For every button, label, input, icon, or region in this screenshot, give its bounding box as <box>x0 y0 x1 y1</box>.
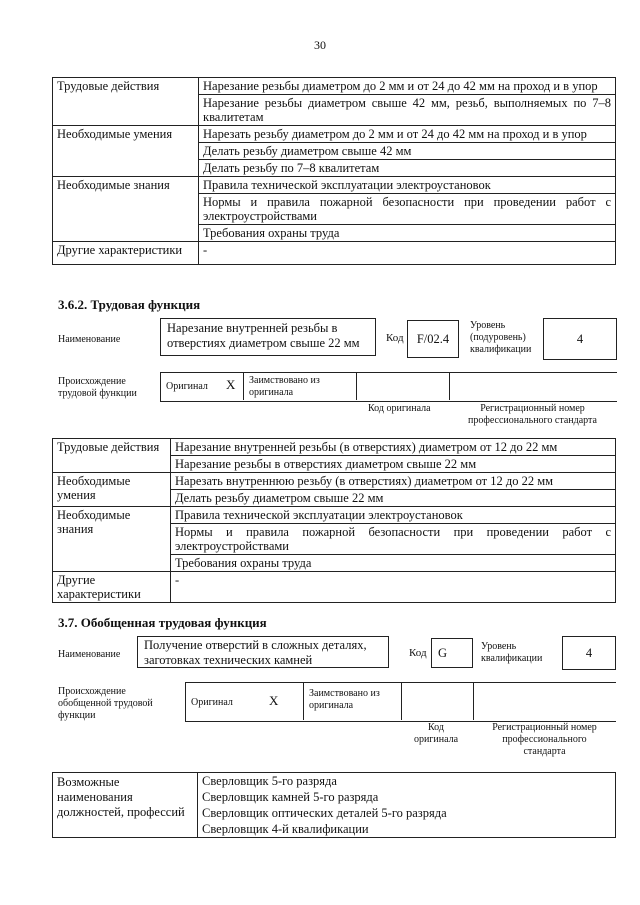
table-cell: - <box>171 572 616 603</box>
original-mark: X <box>226 377 236 392</box>
divider <box>473 682 474 720</box>
function-name-box <box>160 318 376 356</box>
table-cell: Нарезать резьбу диаметром до 2 мм и от 24 до 42 мм на проход и в упор <box>199 126 616 143</box>
page-number: 30 <box>314 38 326 52</box>
code-box <box>407 320 459 358</box>
row-label: Трудовые действия <box>53 78 199 126</box>
table-cell: Нарезание резьбы в отверстиях диаметром свыше 22 мм <box>171 456 616 473</box>
original-label: Оригинал <box>191 697 233 708</box>
borrowed-label: Заимствовано из оригинала <box>249 375 320 398</box>
table-cell: Нарезать внутреннюю резьбу (в отверстиях) диаметром от 12 до 22 мм <box>171 473 616 490</box>
table-cell: Нарезание резьбы диаметром до 2 мм и от 24 до 42 мм на проход и в упор <box>199 78 616 95</box>
table-cell: Требования охраны труда <box>171 555 616 572</box>
code-original-caption: Код оригинала <box>413 722 459 745</box>
table-cell: Делать резьбу диаметром свыше 42 мм <box>199 143 616 160</box>
level-value: 4 <box>585 645 593 660</box>
row-label: Другие характеристики <box>53 242 199 265</box>
row-label: Необходимые знания <box>53 177 199 242</box>
row-label: Другие характеристики <box>53 572 171 603</box>
original-label: Оригинал <box>166 381 208 392</box>
table-cell: Сверловщик камней 5-го разряда <box>198 789 616 805</box>
table-cell: Правила технической эксплуатации электроустановок <box>199 177 616 194</box>
table-cell: Правила технической эксплуатации электроустановок <box>171 507 616 524</box>
row-label: Необходимые знания <box>53 507 171 572</box>
row-label: Необходимые умения <box>53 126 199 177</box>
row-label: Необходимые умения <box>53 473 171 507</box>
level-value: 4 <box>576 331 584 346</box>
level-label: Уровень (подуровень) квалификации <box>470 320 532 355</box>
borrowed-label: Заимствовано из оригинала <box>309 688 380 711</box>
table-cell: Сверловщик 5-го разряда <box>198 773 616 790</box>
divider <box>243 372 244 400</box>
table-cell: Требования охраны труда <box>199 225 616 242</box>
level-label: Уровень квалификации <box>481 641 543 664</box>
code-label: Код <box>409 647 427 659</box>
reg-number-caption: Регистрационный номер профессионального стандарта <box>492 722 597 757</box>
code-value: F/02.4 <box>416 331 450 346</box>
table-cell: Сверловщик 4-й квалификации <box>198 821 616 838</box>
section-heading-37: 3.7. Обобщенная трудовая функция <box>58 615 267 630</box>
name-label: Наименование <box>58 649 121 660</box>
table-cell: Делать резьбу по 7–8 квалитетам <box>199 160 616 177</box>
table-cell: Сверловщик оптических деталей 5-го разряда <box>198 805 616 821</box>
code-label: Код <box>386 332 404 344</box>
table-cell: Делать резьбу диаметром свыше 22 мм <box>171 490 616 507</box>
name-label: Наименование <box>58 334 121 345</box>
level-box <box>543 318 617 360</box>
positions-table <box>52 772 616 838</box>
reg-number-caption: Регистрационный номер профессионального стандарта <box>468 403 597 426</box>
original-mark: X <box>269 693 279 708</box>
table-cell: - <box>199 242 616 265</box>
labor-function-table-1 <box>52 77 616 265</box>
code-box <box>431 638 473 668</box>
divider <box>303 682 304 720</box>
table-cell: Нормы и правила пожарной безопасности при проведении работ с электроустройствами <box>171 524 616 555</box>
table-cell: Нормы и правила пожарной безопасности при проведении работ с электроустройствами <box>199 194 616 225</box>
divider <box>449 372 450 400</box>
table-cell: Нарезание внутренней резьбы (в отверстиях) диаметром от 12 до 22 мм <box>171 439 616 456</box>
origin-label: Происхождение трудовой функции <box>58 376 137 399</box>
divider <box>356 372 357 400</box>
function-name-value: Нарезание внутренней резьбы в отверстиях диаметром свыше 22 мм <box>167 321 360 350</box>
section-heading-362: 3.6.2. Трудовая функция <box>58 297 201 312</box>
table-cell: Нарезание резьбы диаметром свыше 42 мм, резьб, выполняемых по 7–8 квалитетам <box>199 95 616 126</box>
function-name-box <box>137 636 389 668</box>
row-label: Трудовые действия <box>53 439 171 473</box>
origin-label: Происхождение обобщенной трудовой функции <box>58 686 153 721</box>
function-name-value: Получение отверстий в сложных деталях, заготовках технических камней <box>144 638 367 667</box>
row-label: Возможные наименования должностей, профессий <box>53 773 198 838</box>
level-box <box>562 636 616 670</box>
code-original-caption: Код оригинала <box>368 403 431 414</box>
divider <box>401 682 402 720</box>
code-value: G <box>438 645 448 660</box>
labor-function-table-2 <box>52 438 616 603</box>
